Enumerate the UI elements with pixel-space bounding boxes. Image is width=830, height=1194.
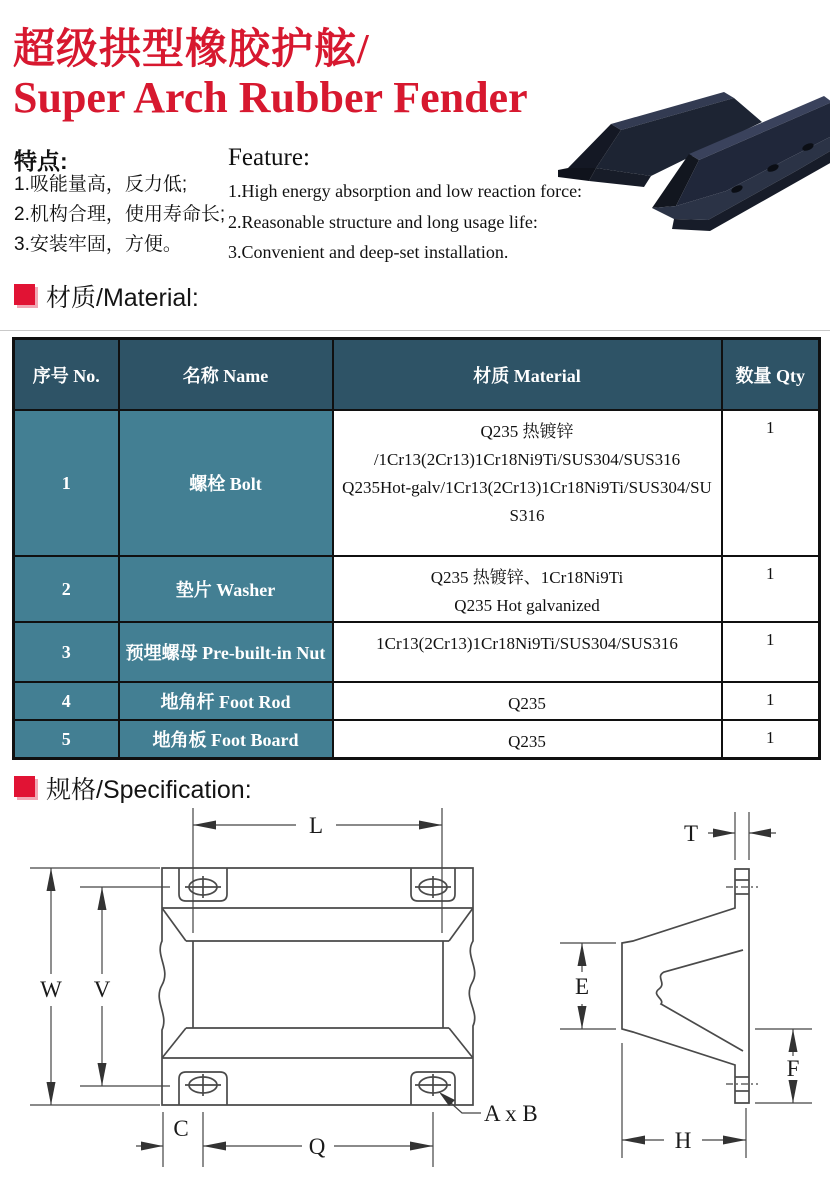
cell-qty: 1 [722,682,820,720]
feature-item-en: 3.Convenient and deep-set installation. [228,242,509,262]
feature-item-zh: 2.机构合理，使用寿命长; [14,204,226,225]
cell-no: 1 [14,410,119,556]
col-header-no: 序号 No. [14,339,119,411]
cell-material [333,410,722,556]
cell-name: 地角板 Foot Board [119,720,333,759]
cell-qty: 1 [722,410,820,556]
cell-material [333,556,722,622]
cell-qty: 1 [722,720,820,759]
material-line: Q235 热镀锌、1Cr18Ni9Ti [430,568,624,587]
spec-section-heading: 规格/Specification: [46,776,252,804]
material-line: /1Cr13(2Cr13)1Cr18Ni9Ti/SUS304/SUS316 [373,450,681,469]
cell-no: 2 [14,556,119,622]
cell-material [333,720,722,759]
table-row [14,720,820,759]
material-line: Q235 Hot galvanized [454,596,600,615]
cell-material [333,682,722,720]
fender-plan-view-drawing [30,808,538,1167]
dimension-H [622,1043,746,1158]
dimension-F [755,1029,812,1103]
cell-material [333,622,722,682]
cell-name: 地角杆 Foot Rod [119,682,333,720]
divider [0,330,830,331]
material-line: Q235 [508,732,546,751]
dim-label-F: F [786,1056,800,1081]
specification-drawings [0,790,830,1180]
dim-label-AxB: A x B [484,1101,538,1126]
fender-section-view-drawing [560,812,812,1158]
features-list-zh [14,170,225,260]
dim-label-Q: Q [308,1134,326,1159]
bolt-size-callout [439,1092,538,1126]
table-row [14,410,820,556]
material-table-body [14,410,820,759]
features-heading-en: Feature: [228,144,310,171]
dim-label-E: E [574,974,590,999]
cell-qty: 1 [722,622,820,682]
cell-no: 5 [14,720,119,759]
cell-qty: 1 [722,556,820,622]
features-heading-zh: 特点: [14,148,68,174]
table-row [14,556,820,622]
dim-label-T: T [683,821,698,846]
feature-item-en: 2.Reasonable structure and long usage life: [228,211,538,232]
material-line: S316 [509,506,545,525]
cell-no: 3 [14,622,119,682]
cell-name: 预埋螺母 Pre-built-in Nut [119,622,333,682]
dimension-E [560,943,616,1029]
cell-name: 螺栓 Bolt [119,410,333,556]
dim-label-H: H [674,1128,692,1153]
page-title-english: Super Arch Rubber Fender [13,73,528,122]
dim-label-V: V [93,977,111,1002]
material-line: Q235 [508,694,546,713]
features-list-en [228,176,582,268]
feature-item-zh: 3.安装牢固，方便。 [14,234,182,255]
product-photo [556,56,830,246]
col-header-qty: 数量 Qty [722,339,820,411]
bolt-hole-icon [185,876,451,1096]
col-header-name: 名称 Name [119,339,333,411]
dimension-V [80,887,170,1086]
dimension-L [193,808,442,933]
table-row [14,682,820,720]
material-line: Q235Hot-galv/1Cr13(2Cr13)1Cr18Ni9Ti/SUS304/SU [342,478,712,497]
feature-item-en: 1.High energy absorption and low reaction force: [228,181,583,201]
cell-no: 4 [14,682,119,720]
cell-name: 垫片 Washer [119,556,333,622]
material-line: 1Cr13(2Cr13)1Cr18Ni9Ti/SUS304/SUS316 [376,634,678,653]
dim-label-C: C [173,1116,189,1141]
material-line: Q235 热镀锌 [480,422,574,441]
material-section-heading: 材质/Material: [46,284,199,312]
dimension-T [684,812,776,860]
material-section-bullet-icon [14,284,35,305]
dim-label-W: W [40,977,62,1002]
feature-item-zh: 1.吸能量高，反力低; [14,174,188,195]
page-title-chinese: 超级拱型橡胶护舷/ [13,27,370,73]
table-header-row [14,339,820,411]
dim-label-L: L [308,813,324,838]
materials-table [12,337,821,760]
col-header-material: 材质 Material [333,339,722,411]
table-row [14,622,820,682]
dimension-C-Q [136,1112,433,1167]
